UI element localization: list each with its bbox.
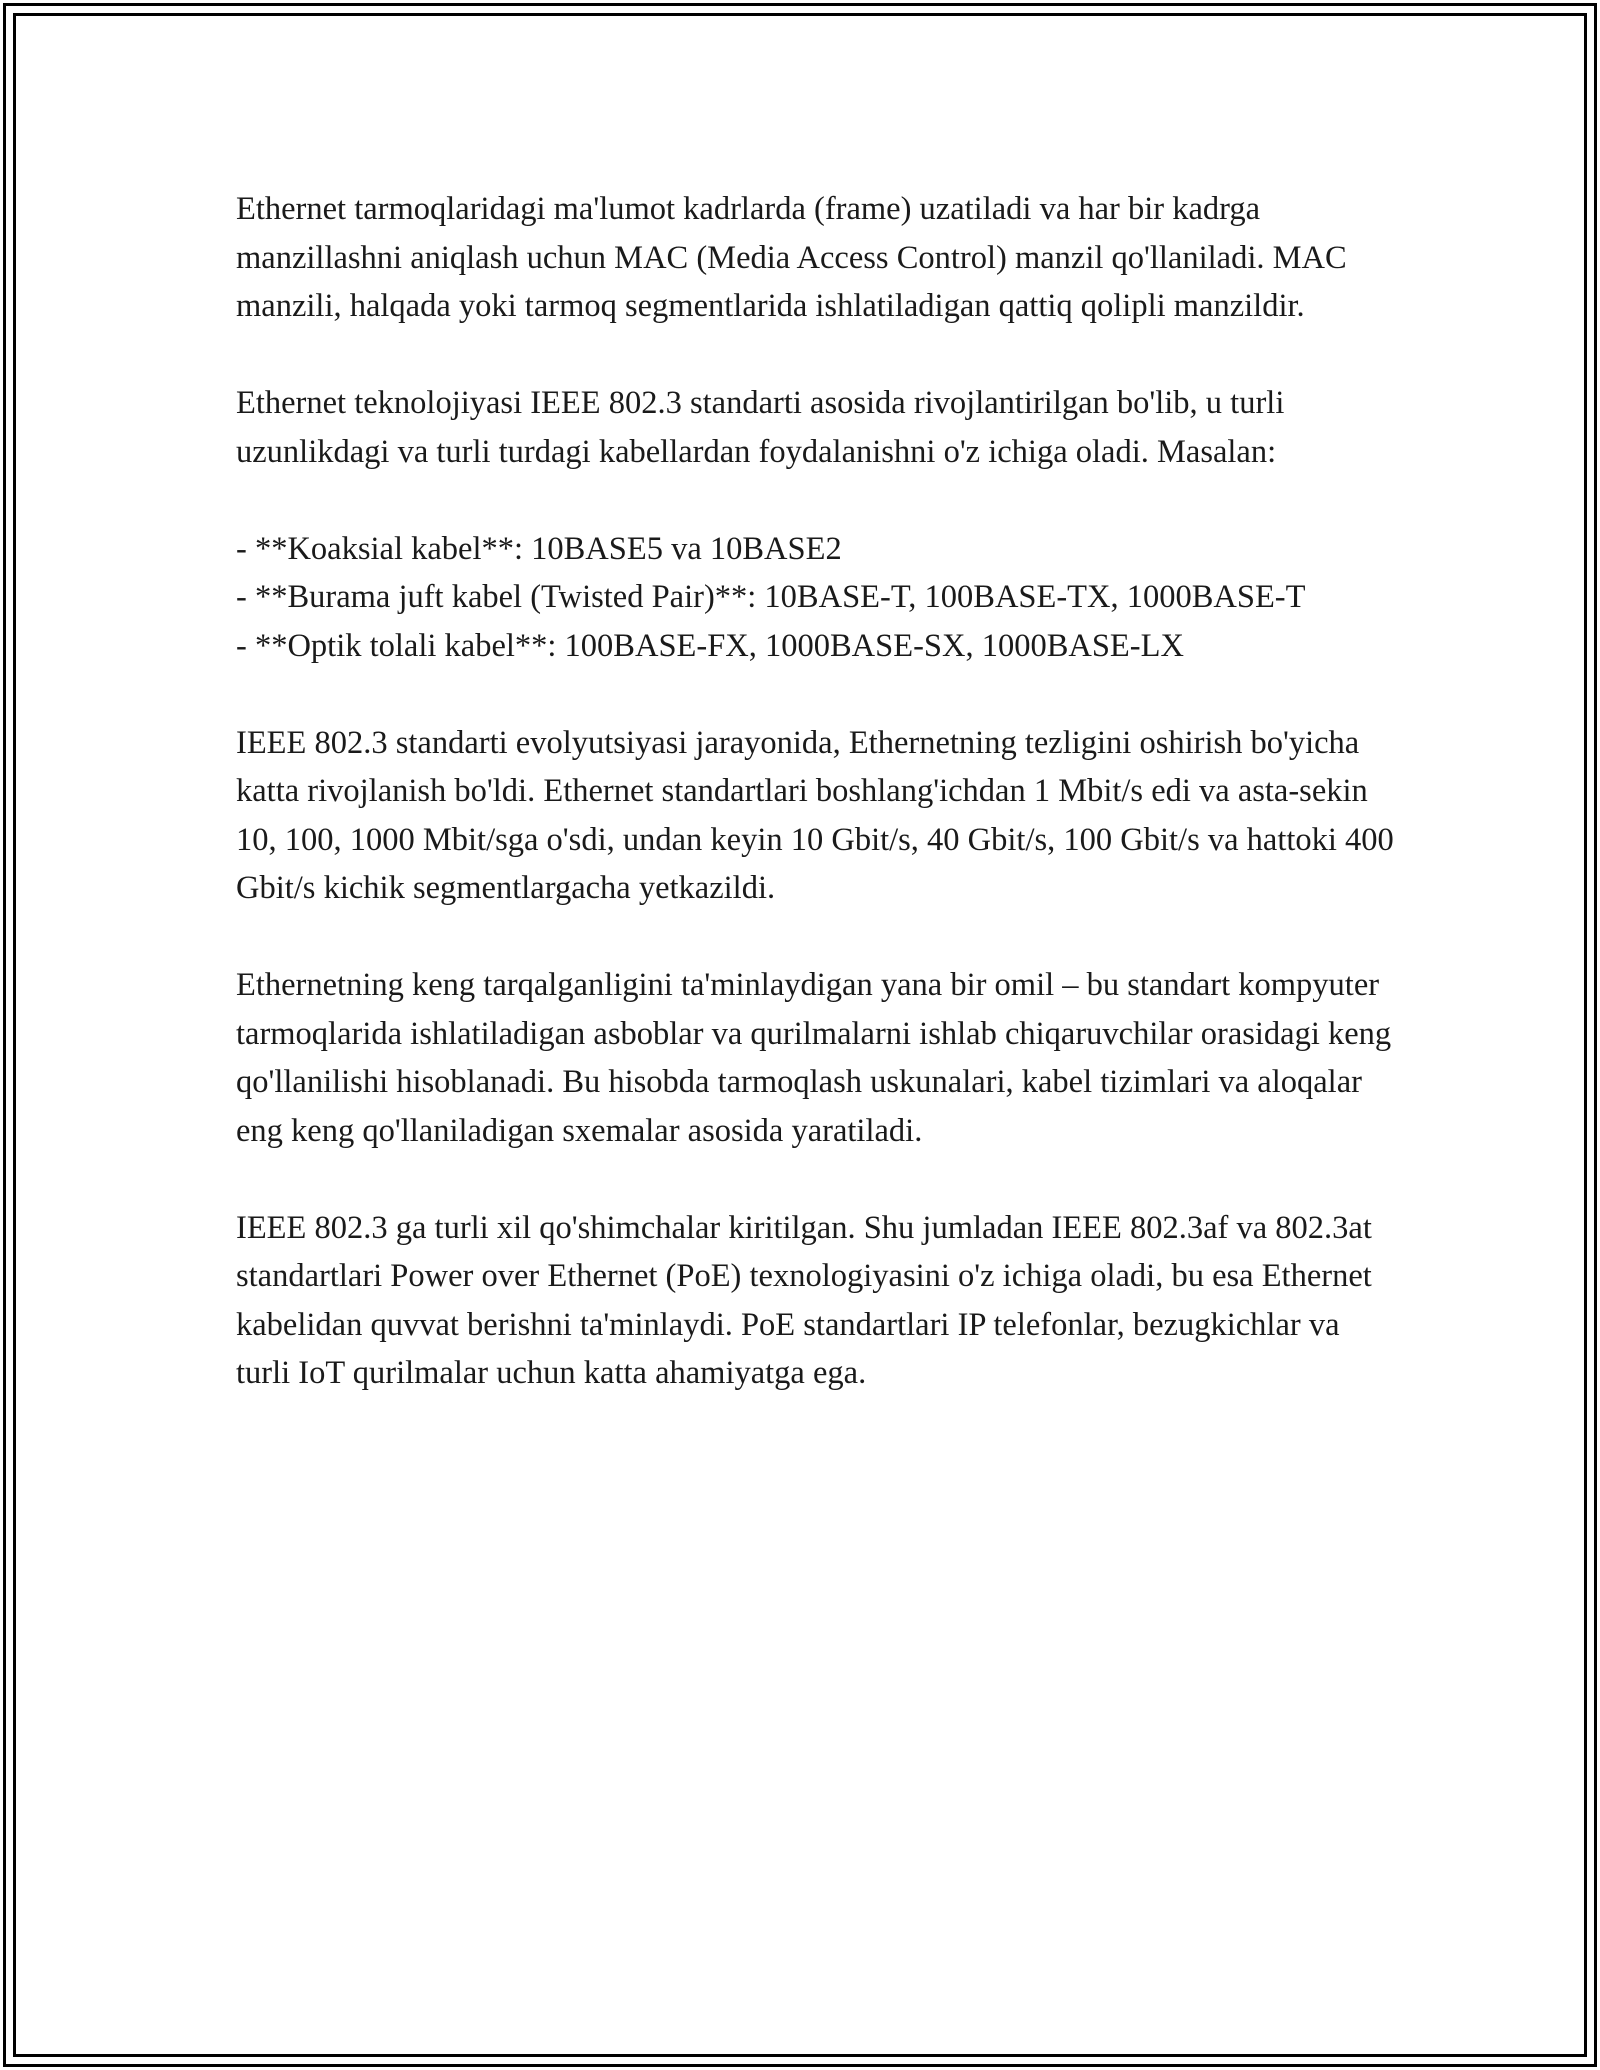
paragraph-speed-evolution: IEEE 802.3 standarti evolyutsiyasi jarayonida, Ethernetning tezligini oshirish bo'yicha katta rivojlanish bo'ldi. Ethernet standartlari boshlang'ichdan 1 Mbit/s edi va asta-sekin 10, 100, 1000 Mbit/sga o'sdi, undan keyin 10 Gbit/s, 40 Gbit/s, 100 Gbit/s va hattoki 400 Gbit/s kichik segmentlargacha yetkazildi. xyxy=(236,724,1394,906)
document-body xyxy=(236,185,1396,1446)
list-item-coaxial: - **Koaksial kabel**: 10BASE5 va 10BASE2 xyxy=(236,530,842,567)
paragraph-poe: IEEE 802.3 ga turli xil qo'shimchalar kiritilgan. Shu jumladan IEEE 802.3af va 802.3at standartlari Power over Ethernet (PoE) texnologiyasini o'z ichiga oladi, bu esa Ethernet kabelidan quvvat berishni ta'minlaydi. PoE standartlari IP telefonlar, bezugkichlar va turli IoT qurilmalar uchun katta ahamiyatga ega. xyxy=(236,1209,1372,1391)
paragraph-mac-address: Ethernet tarmoqlaridagi ma'lumot kadrlarda (frame) uzatiladi va har bir kadrga manzillashni aniqlash uchun MAC (Media Access Control) manzil qo'llaniladi. MAC manzili, halqada yoki tarmoq segmentlarida ishlatiladigan qattiq qolipli manzildir. xyxy=(236,191,1347,324)
cable-types-list xyxy=(236,525,1396,671)
list-item-optical-fiber: - **Optik tolali kabel**: 100BASE-FX, 1000BASE-SX, 1000BASE-LX xyxy=(236,627,1184,664)
paragraph-ieee-intro: Ethernet teknolojiyasi IEEE 802.3 standarti asosida rivojlantirilgan bo'lib, u turli uzunlikdagi va turli turdagi kabellardan foydalanishni o'z ichiga oladi. Masalan: xyxy=(236,385,1285,470)
paragraph-adoption: Ethernetning keng tarqalganligini ta'minlaydigan yana bir omil – bu standart kompyuter tarmoqlarida ishlatiladigan asboblar va qurilmalarni ishlab chiqaruvchilar orasidagi keng qo'llanilishi hisoblanadi. Bu hisobda tarmoqlash uskunalari, kabel tizimlari va aloqalar eng keng qo'llaniladigan sxemalar asosida yaratiladi. xyxy=(236,967,1392,1149)
list-item-twisted-pair: - **Burama juft kabel (Twisted Pair)**: 10BASE-T, 100BASE-TX, 1000BASE-T xyxy=(236,579,1306,615)
